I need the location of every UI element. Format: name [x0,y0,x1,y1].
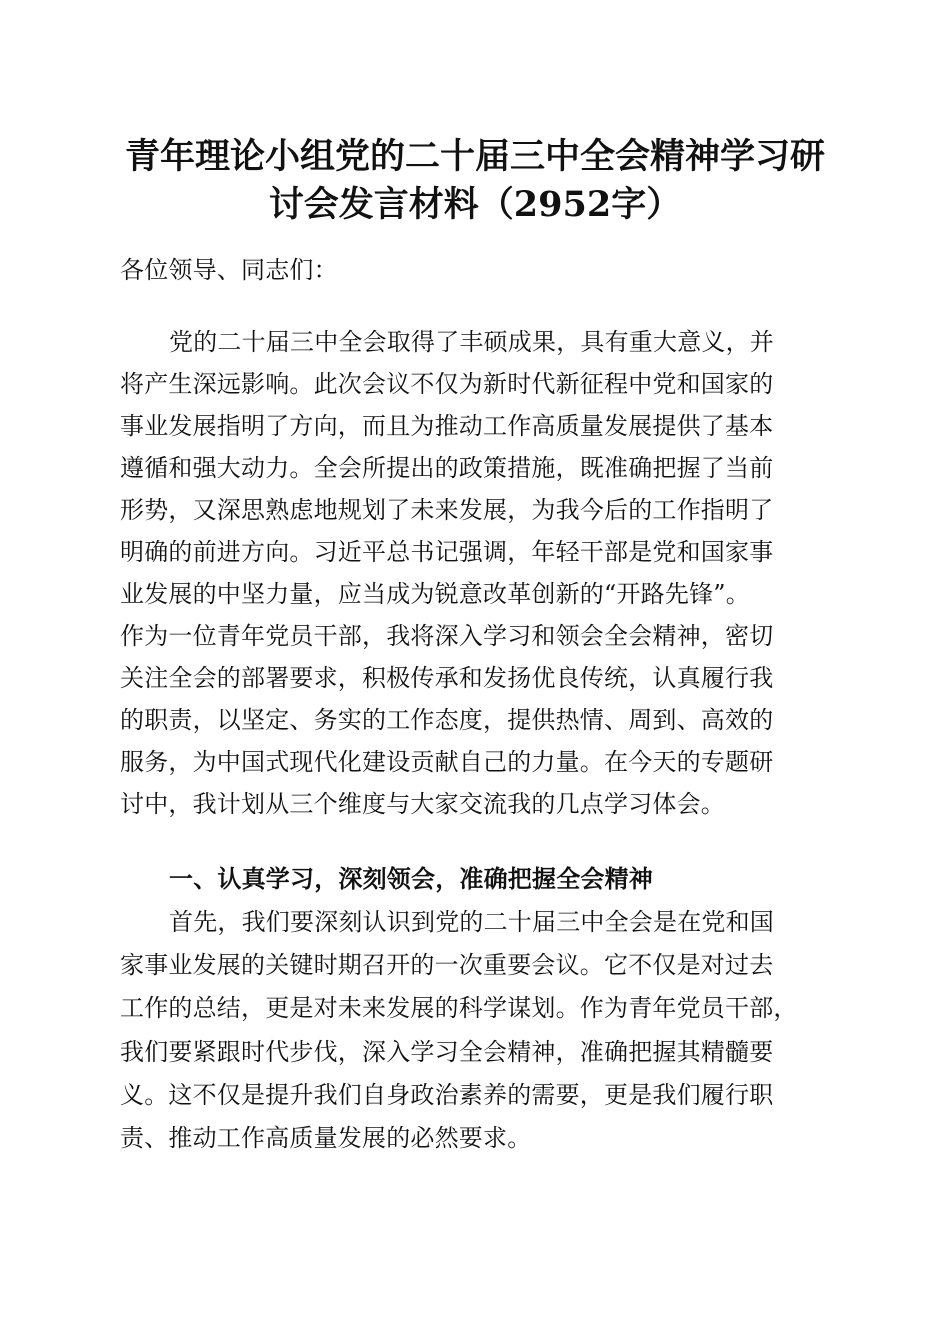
paragraph-line: 的职责，以坚定、务实的工作态度，提供热情、周到、高效的 [120,706,774,734]
paragraph-line: 关注全会的部署要求，积极传承和发扬优良传统，认真履行我 [120,664,774,692]
paragraph-line: 家事业发展的关键时期召开的一次重要会议。它不仅是对过去 [120,951,774,980]
paragraph-line: 作为一位青年党员干部，我将深入学习和领会全会精神，密切 [120,622,774,650]
salutation-text: 各位领导、同志们： [120,256,338,284]
paragraph-line: 将产生深远影响。此次会议不仅为新时代新征程中党和国家的 [120,370,774,398]
paragraph-line: 服务，为中国式现代化建设贡献自己的力量。在今天的专题研 [120,748,774,776]
paragraph-line: 义。这不仅是提升我们自身政治素养的需要，更是我们履行职 [120,1080,774,1109]
paragraph-line: 讨中，我计划从三个维度与大家交流我的几点学习体会。 [120,790,725,818]
paragraph-line: 形势，又深思熟虑地规划了未来发展，为我今后的工作指明了 [120,496,774,524]
section-heading-text: 一、认真学习，深刻领会，准确把握全会精神 [169,865,653,893]
paragraph-line: 党的二十届三中全会取得了丰硕成果，具有重大意义，并 [169,328,774,356]
paragraph-line: 首先，我们要深刻认识到党的二十届三中全会是在党和国 [169,908,774,936]
paragraph-line: 明确的前进方向。习近平总书记强调，年轻干部是党和国家事 [120,538,774,566]
paragraph-line: 事业发展指明了方向，而且为推动工作高质量发展提供了基本 [120,412,774,440]
paragraph-2 [120,901,840,1160]
paragraph-1 [120,321,840,825]
paragraph-line: 工作的总结，更是对未来发展的科学谋划。作为青年党员干部， [120,994,798,1023]
paragraph-line: 业发展的中坚力量，应当成为锐意改革创新的“开路先锋”。 [120,580,750,608]
document-title-line-2: 讨会发言材料（2952字） [268,184,682,225]
salutation [120,249,840,291]
paragraph-line: 责、推动工作高质量发展的必然要求。 [120,1123,532,1152]
paragraph-line: 我们要紧跟时代步伐，深入学习全会精神，准确把握其精髓要 [120,1037,774,1066]
paragraph-line: 遵循和强大动力。全会所提出的政策措施，既准确把握了当前 [120,454,774,482]
document-title-line-1: 青年理论小组党的二十届三中全会精神学习研 [124,136,825,177]
section-heading-1 [120,858,840,900]
